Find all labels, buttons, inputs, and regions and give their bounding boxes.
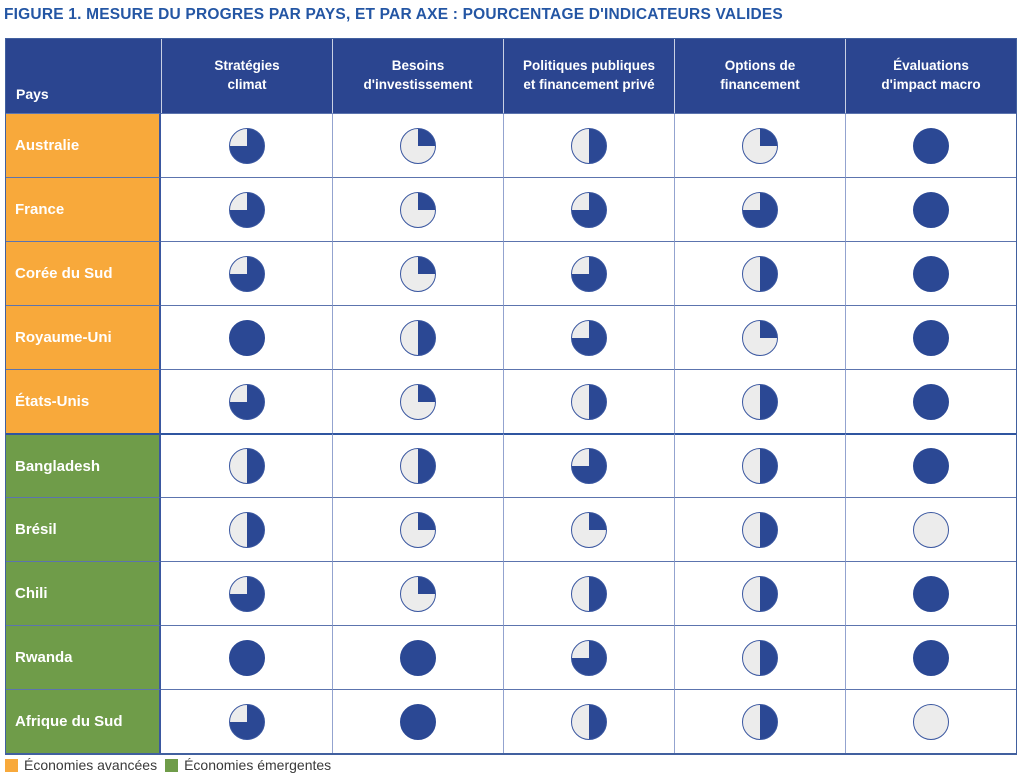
- table-cell: [503, 113, 674, 177]
- harvey-ball-icon: [400, 448, 436, 484]
- harvey-ball-icon: [400, 640, 436, 676]
- harvey-ball-icon: [571, 576, 607, 612]
- harvey-ball-icon: [913, 640, 949, 676]
- harvey-ball-icon: [913, 256, 949, 292]
- column-header-line: d'impact macro: [881, 77, 981, 92]
- harvey-ball-icon: [229, 704, 265, 740]
- harvey-ball-icon: [571, 704, 607, 740]
- table-cell: [845, 241, 1016, 305]
- table-cell: [845, 113, 1016, 177]
- harvey-ball-icon: [229, 128, 265, 164]
- harvey-ball-icon: [742, 192, 778, 228]
- harvey-ball-icon: [400, 192, 436, 228]
- legend: [5, 757, 331, 773]
- column-header-besoins-investissement: [332, 39, 503, 113]
- row-label-country: Australie: [6, 113, 161, 177]
- harvey-ball-icon: [913, 576, 949, 612]
- table-cell: [332, 113, 503, 177]
- table-cell: [161, 497, 332, 561]
- table-cell: [332, 497, 503, 561]
- harvey-ball-icon: [571, 128, 607, 164]
- advanced-economies-swatch-icon: [5, 759, 18, 772]
- row-label-country: Brésil: [6, 497, 161, 561]
- harvey-ball-icon: [742, 256, 778, 292]
- progress-matrix-table: [5, 38, 1017, 755]
- row-label-country: Chili: [6, 561, 161, 625]
- column-header-line: financement: [720, 77, 800, 92]
- table-cell: [503, 497, 674, 561]
- table-cell: [332, 561, 503, 625]
- column-header-evaluations-impact: [845, 39, 1016, 113]
- table-cell: [674, 497, 845, 561]
- harvey-ball-icon: [400, 512, 436, 548]
- table-cell: [845, 689, 1016, 753]
- harvey-ball-icon: [400, 384, 436, 420]
- harvey-ball-icon: [742, 576, 778, 612]
- row-label-country: États-Unis: [6, 369, 161, 433]
- harvey-ball-icon: [229, 640, 265, 676]
- table-cell: [674, 689, 845, 753]
- table-cell: [845, 177, 1016, 241]
- legend-item-advanced: [5, 757, 157, 773]
- table-cell: [674, 433, 845, 497]
- harvey-ball-icon: [742, 704, 778, 740]
- table-cell: [332, 689, 503, 753]
- column-header-politiques-publiques: [503, 39, 674, 113]
- harvey-ball-icon: [229, 192, 265, 228]
- table-cell: [503, 369, 674, 433]
- harvey-ball-icon: [742, 384, 778, 420]
- table-cell: [845, 369, 1016, 433]
- legend-item-emerging: [165, 757, 331, 773]
- table-cell: [161, 113, 332, 177]
- table-cell: [161, 433, 332, 497]
- row-label-country: Afrique du Sud: [6, 689, 161, 753]
- table-cell: [332, 177, 503, 241]
- harvey-ball-icon: [571, 448, 607, 484]
- row-label-country: Bangladesh: [6, 433, 161, 497]
- table-cell: [503, 177, 674, 241]
- column-header-line: climat: [227, 77, 267, 92]
- harvey-ball-icon: [229, 320, 265, 356]
- harvey-ball-icon: [742, 512, 778, 548]
- harvey-ball-icon: [913, 704, 949, 740]
- table-cell: [845, 497, 1016, 561]
- table-cell: [161, 625, 332, 689]
- table-cell: [332, 305, 503, 369]
- table-cell: [332, 369, 503, 433]
- harvey-ball-icon: [742, 640, 778, 676]
- table-cell: [161, 305, 332, 369]
- column-header-line: Politiques publiques: [522, 58, 655, 74]
- harvey-ball-icon: [742, 128, 778, 164]
- table-cell: [845, 433, 1016, 497]
- table-cell: [161, 241, 332, 305]
- table-cell: [503, 561, 674, 625]
- harvey-ball-icon: [571, 320, 607, 356]
- table-cell: [503, 241, 674, 305]
- legend-label-emerging: Économies émergentes: [184, 757, 332, 773]
- table-cell: [674, 561, 845, 625]
- harvey-ball-icon: [571, 640, 607, 676]
- harvey-ball-icon: [229, 512, 265, 548]
- harvey-ball-icon: [571, 192, 607, 228]
- harvey-ball-icon: [400, 576, 436, 612]
- table-cell: [161, 369, 332, 433]
- table-cell: [674, 177, 845, 241]
- row-label-country: Corée du Sud: [6, 241, 161, 305]
- table-cell: [674, 113, 845, 177]
- table-cell: [674, 625, 845, 689]
- row-label-country: France: [6, 177, 161, 241]
- harvey-ball-icon: [571, 256, 607, 292]
- harvey-ball-icon: [913, 384, 949, 420]
- harvey-ball-icon: [742, 448, 778, 484]
- harvey-ball-icon: [400, 704, 436, 740]
- row-label-country: Rwanda: [6, 625, 161, 689]
- column-header-line: d'investissement: [363, 77, 473, 92]
- table-cell: [674, 369, 845, 433]
- table-cell: [503, 625, 674, 689]
- harvey-ball-icon: [400, 256, 436, 292]
- harvey-ball-icon: [913, 448, 949, 484]
- table-cell: [503, 689, 674, 753]
- harvey-ball-icon: [742, 320, 778, 356]
- harvey-ball-icon: [913, 192, 949, 228]
- column-header-line: Options de: [724, 58, 796, 74]
- figure-title: FIGURE 1. MESURE DU PROGRES PAR PAYS, ET PAR AXE : POURCENTAGE D'INDICATEURS VALIDES: [4, 6, 783, 23]
- column-header-line: Besoins: [391, 58, 445, 74]
- table-cell: [503, 433, 674, 497]
- harvey-ball-icon: [571, 512, 607, 548]
- table-cell: [674, 305, 845, 369]
- table-cell: [161, 177, 332, 241]
- column-header-line: et financement privé: [523, 77, 655, 92]
- harvey-ball-icon: [229, 256, 265, 292]
- harvey-ball-icon: [400, 320, 436, 356]
- column-header-pays: Pays: [6, 39, 161, 113]
- row-label-country: Royaume-Uni: [6, 305, 161, 369]
- table-cell: [674, 241, 845, 305]
- emerging-economies-swatch-icon: [165, 759, 178, 772]
- table-cell: [845, 625, 1016, 689]
- harvey-ball-icon: [913, 512, 949, 548]
- column-header-line: Stratégies: [214, 58, 280, 74]
- table-cell: [332, 625, 503, 689]
- harvey-ball-icon: [229, 448, 265, 484]
- harvey-ball-icon: [229, 384, 265, 420]
- column-header-line: Évaluations: [893, 58, 969, 74]
- table-cell: [845, 305, 1016, 369]
- harvey-ball-icon: [571, 384, 607, 420]
- harvey-ball-icon: [400, 128, 436, 164]
- table-cell: [503, 305, 674, 369]
- table-cell: [332, 241, 503, 305]
- table-cell: [161, 561, 332, 625]
- harvey-ball-icon: [913, 128, 949, 164]
- harvey-ball-icon: [229, 576, 265, 612]
- legend-label-advanced: Économies avancées: [24, 757, 158, 773]
- column-header-options-financement: [674, 39, 845, 113]
- harvey-ball-icon: [913, 320, 949, 356]
- table-cell: [332, 433, 503, 497]
- table-cell: [161, 689, 332, 753]
- column-header-strategies-climat: [161, 39, 332, 113]
- table-cell: [845, 561, 1016, 625]
